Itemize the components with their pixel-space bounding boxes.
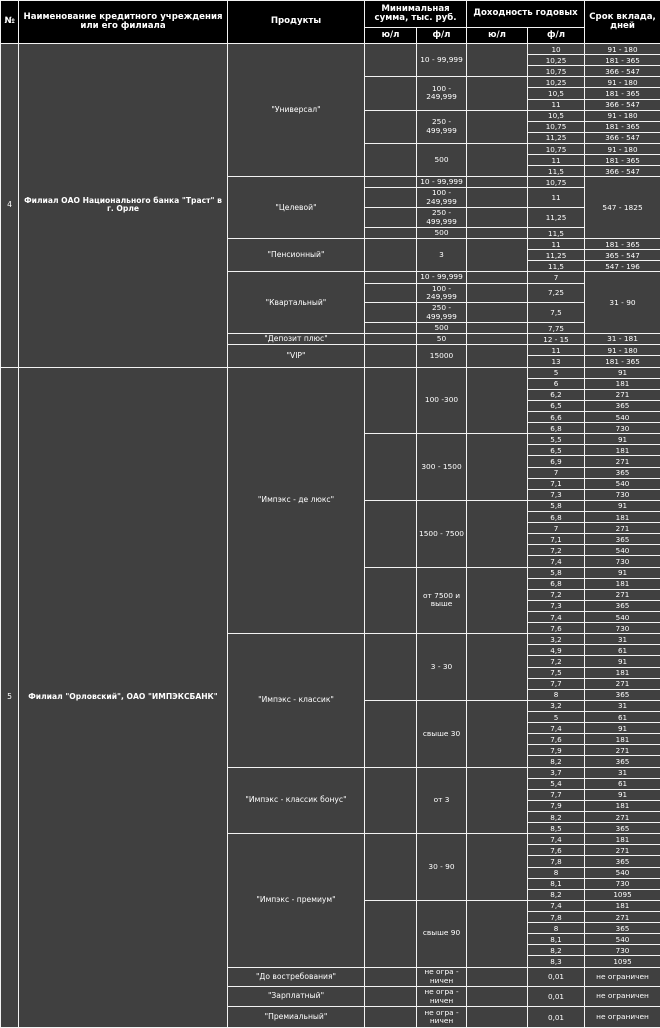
term-value: 730: [585, 489, 660, 500]
yield-personal-value: 7,5: [528, 303, 585, 323]
term-value: 271: [585, 911, 660, 922]
yield-personal-value: 6,5: [528, 400, 585, 411]
yield-personal-value: 3,2: [528, 634, 585, 645]
min-sum-personal-value: 100 - 249,999: [417, 283, 467, 303]
yield-personal-value: 8,1: [528, 878, 585, 889]
term-value: 91 - 180: [585, 143, 660, 154]
yield-personal-value: 7,7: [528, 678, 585, 689]
yield-personal-value: 7,4: [528, 834, 585, 845]
yield-personal-value: 8,2: [528, 945, 585, 956]
term-value: 271: [585, 589, 660, 600]
product-name: "Импэкс - де люкс": [228, 367, 365, 634]
term-value: 271: [585, 745, 660, 756]
yield-personal-value: 7,2: [528, 545, 585, 556]
min-sum-personal-value: не огра - ничен: [417, 1007, 467, 1028]
min-sum-personal-value: 250 - 499,999: [417, 208, 467, 228]
term-value: 31 - 90: [585, 272, 660, 334]
yield-personal-value: 11: [528, 155, 585, 166]
term-value: 365: [585, 534, 660, 545]
term-value: 61: [585, 645, 660, 656]
yield-personal-value: 0,01: [528, 1007, 585, 1028]
min-sum-legal-cell: [365, 272, 417, 283]
term-value: 365: [585, 689, 660, 700]
yield-personal-value: 6,5: [528, 445, 585, 456]
term-value: 61: [585, 711, 660, 722]
yield-personal-value: 6,9: [528, 456, 585, 467]
min-sum-legal-cell: [365, 1007, 417, 1028]
term-value: 366 - 547: [585, 132, 660, 143]
term-value: 181: [585, 834, 660, 845]
term-value: 271: [585, 678, 660, 689]
yield-personal-value: 5,4: [528, 778, 585, 789]
yield-legal-cell: [467, 177, 528, 188]
yield-legal-cell: [467, 1007, 528, 1028]
yield-legal-cell: [467, 767, 528, 834]
product-name: "Зарплатный": [228, 987, 365, 1007]
product-name: "Депозит плюс": [228, 334, 365, 345]
yield-personal-value: 7: [528, 272, 585, 283]
yield-legal-cell: [467, 239, 528, 272]
yield-personal-value: 8: [528, 923, 585, 934]
min-sum-personal-value: 15000: [417, 345, 467, 367]
min-sum-legal-cell: [365, 77, 417, 110]
bank-name: Филиал "Орловский", ОАО "ИМПЭКСБАНК": [19, 367, 228, 1027]
min-sum-personal-value: 50: [417, 334, 467, 345]
yield-personal-value: 10,75: [528, 66, 585, 77]
term-value: 540: [585, 478, 660, 489]
term-value: не ограничен: [585, 987, 660, 1007]
yield-personal-value: 8: [528, 867, 585, 878]
term-value: 181: [585, 734, 660, 745]
term-value: 365: [585, 467, 660, 478]
min-sum-legal-cell: [365, 767, 417, 834]
bank-number: 5: [1, 367, 19, 1027]
header-products: Продукты: [228, 1, 365, 44]
yield-personal-value: 6,8: [528, 578, 585, 589]
term-value: 271: [585, 523, 660, 534]
term-value: 181 - 365: [585, 356, 660, 367]
yield-legal-cell: [467, 334, 528, 345]
yield-personal-value: 10,75: [528, 177, 585, 188]
term-value: 271: [585, 456, 660, 467]
min-sum-legal-cell: [365, 334, 417, 345]
min-sum-personal-value: 500: [417, 323, 467, 334]
yield-legal-cell: [467, 500, 528, 567]
product-name: "Импэкс - классик бонус": [228, 767, 365, 834]
yield-personal-value: 11,25: [528, 132, 585, 143]
min-sum-legal-cell: [365, 188, 417, 208]
min-sum-personal-value: не огра - ничен: [417, 987, 467, 1007]
bank-number: 4: [1, 44, 19, 368]
yield-personal-value: 5: [528, 711, 585, 722]
min-sum-personal-value: 3: [417, 239, 467, 272]
min-sum-personal-value: не огра - ничен: [417, 967, 467, 987]
min-sum-legal-cell: [365, 303, 417, 323]
term-value: 540: [585, 545, 660, 556]
yield-personal-value: 8,5: [528, 823, 585, 834]
term-value: 365 - 547: [585, 250, 660, 261]
yield-personal-value: 5,5: [528, 434, 585, 445]
term-value: 181: [585, 578, 660, 589]
yield-personal-value: 11: [528, 345, 585, 356]
term-value: 730: [585, 623, 660, 634]
bank-name: Филиал ОАО Национального банка "Траст" в г. Орле: [19, 44, 228, 368]
min-sum-personal-value: 500: [417, 228, 467, 239]
min-sum-personal-value: 100 -300: [417, 367, 467, 434]
term-value: 181: [585, 512, 660, 523]
yield-personal-value: 7,3: [528, 489, 585, 500]
product-name: "Целевой": [228, 177, 365, 239]
header-bank: Наименование кредитного учреждения или его филиала: [19, 1, 228, 44]
yield-personal-value: 7,8: [528, 911, 585, 922]
yield-personal-value: 11,5: [528, 228, 585, 239]
min-sum-legal-cell: [365, 44, 417, 77]
yield-legal-cell: [467, 188, 528, 208]
term-value: 730: [585, 423, 660, 434]
product-name: "VIP": [228, 345, 365, 367]
term-value: 271: [585, 845, 660, 856]
term-value: 91: [585, 434, 660, 445]
yield-personal-value: 0,01: [528, 987, 585, 1007]
product-name: "Премиальный": [228, 1007, 365, 1028]
product-name: "Квартальный": [228, 272, 365, 334]
yield-personal-value: 7: [528, 467, 585, 478]
yield-legal-cell: [467, 228, 528, 239]
yield-legal-cell: [467, 634, 528, 701]
yield-legal-cell: [467, 434, 528, 501]
yield-legal-cell: [467, 303, 528, 323]
yield-personal-value: 8,2: [528, 756, 585, 767]
yield-personal-value: 6,2: [528, 389, 585, 400]
yield-legal-cell: [467, 44, 528, 77]
yield-personal-value: 8,1: [528, 934, 585, 945]
term-value: 540: [585, 412, 660, 423]
header-min-sum-legal: ю/л: [365, 28, 417, 44]
yield-personal-value: 10: [528, 44, 585, 55]
yield-personal-value: 11,5: [528, 261, 585, 272]
yield-personal-value: 5,8: [528, 567, 585, 578]
yield-personal-value: 3,2: [528, 700, 585, 711]
min-sum-personal-value: 100 - 249,999: [417, 188, 467, 208]
term-value: 365: [585, 823, 660, 834]
term-value: 91: [585, 367, 660, 378]
min-sum-legal-cell: [365, 700, 417, 767]
term-value: 366 - 547: [585, 66, 660, 77]
yield-personal-value: 0,01: [528, 967, 585, 987]
product-name: "Импэкс - премиум": [228, 834, 365, 967]
yield-personal-value: 8,2: [528, 811, 585, 822]
min-sum-personal-value: 1500 - 7500: [417, 500, 467, 567]
min-sum-personal-value: от 3: [417, 767, 467, 834]
term-value: 365: [585, 756, 660, 767]
term-value: 181 - 365: [585, 88, 660, 99]
yield-personal-value: 11,5: [528, 166, 585, 177]
yield-legal-cell: [467, 967, 528, 987]
min-sum-legal-cell: [365, 434, 417, 501]
yield-personal-value: 7,2: [528, 656, 585, 667]
yield-personal-value: 6: [528, 378, 585, 389]
yield-personal-value: 11: [528, 239, 585, 250]
term-value: 181 - 365: [585, 121, 660, 132]
product-name: "До востребования": [228, 967, 365, 987]
min-sum-personal-value: 300 - 1500: [417, 434, 467, 501]
term-value: 181: [585, 378, 660, 389]
min-sum-personal-value: 250 - 499,999: [417, 303, 467, 323]
yield-legal-cell: [467, 834, 528, 901]
term-value: 91 - 180: [585, 44, 660, 55]
table-body: [1, 44, 660, 1028]
term-value: 547 - 1825: [585, 177, 660, 239]
min-sum-legal-cell: [365, 228, 417, 239]
yield-legal-cell: [467, 77, 528, 110]
term-value: 61: [585, 778, 660, 789]
yield-personal-value: 10,75: [528, 121, 585, 132]
yield-personal-value: 11: [528, 99, 585, 110]
term-value: 271: [585, 389, 660, 400]
min-sum-legal-cell: [365, 239, 417, 272]
min-sum-legal-cell: [365, 208, 417, 228]
yield-personal-value: 10,25: [528, 55, 585, 66]
term-value: 181 - 365: [585, 239, 660, 250]
term-value: не ограничен: [585, 1007, 660, 1028]
yield-legal-cell: [467, 323, 528, 334]
min-sum-personal-value: 10 - 99,999: [417, 272, 467, 283]
term-value: 181 - 365: [585, 155, 660, 166]
min-sum-legal-cell: [365, 110, 417, 143]
min-sum-personal-value: 3 - 30: [417, 634, 467, 701]
yield-personal-value: 10,5: [528, 88, 585, 99]
yield-personal-value: 11,25: [528, 208, 585, 228]
term-value: 31: [585, 700, 660, 711]
term-value: 31 - 181: [585, 334, 660, 345]
yield-personal-value: 6,6: [528, 412, 585, 423]
yield-legal-cell: [467, 208, 528, 228]
yield-legal-cell: [467, 900, 528, 967]
term-value: 91: [585, 500, 660, 511]
yield-personal-value: 7,2: [528, 589, 585, 600]
yield-personal-value: 7,6: [528, 734, 585, 745]
product-name: "Пенсионный": [228, 239, 365, 272]
min-sum-personal-value: 10 - 99,999: [417, 44, 467, 77]
yield-personal-value: 11,25: [528, 250, 585, 261]
yield-legal-cell: [467, 367, 528, 434]
yield-personal-value: 7,5: [528, 667, 585, 678]
yield-personal-value: 7,1: [528, 534, 585, 545]
yield-legal-cell: [467, 110, 528, 143]
term-value: 31: [585, 767, 660, 778]
yield-legal-cell: [467, 272, 528, 283]
min-sum-legal-cell: [365, 283, 417, 303]
term-value: 271: [585, 811, 660, 822]
yield-personal-value: 7,6: [528, 623, 585, 634]
term-value: 1095: [585, 889, 660, 900]
term-value: 366 - 547: [585, 99, 660, 110]
yield-personal-value: 7,1: [528, 478, 585, 489]
yield-personal-value: 10,75: [528, 143, 585, 154]
term-value: 91: [585, 567, 660, 578]
term-value: 365: [585, 400, 660, 411]
min-sum-legal-cell: [365, 567, 417, 634]
min-sum-personal-value: свыше 90: [417, 900, 467, 967]
min-sum-legal-cell: [365, 967, 417, 987]
header-min-sum: Минимальная сумма, тыс. руб.: [365, 1, 467, 28]
yield-personal-value: 8,2: [528, 889, 585, 900]
min-sum-legal-cell: [365, 367, 417, 434]
min-sum-legal-cell: [365, 987, 417, 1007]
yield-personal-value: 4,9: [528, 645, 585, 656]
min-sum-legal-cell: [365, 834, 417, 901]
yield-personal-value: 13: [528, 356, 585, 367]
min-sum-personal-value: 250 - 499,999: [417, 110, 467, 143]
table-row: [1, 44, 660, 55]
term-value: 91 - 180: [585, 77, 660, 88]
min-sum-personal-value: 10 - 99,999: [417, 177, 467, 188]
min-sum-legal-cell: [365, 177, 417, 188]
term-value: 181: [585, 900, 660, 911]
term-value: 366 - 547: [585, 166, 660, 177]
yield-personal-value: 7,4: [528, 900, 585, 911]
min-sum-legal-cell: [365, 500, 417, 567]
min-sum-personal-value: свыше 30: [417, 700, 467, 767]
term-value: 540: [585, 612, 660, 623]
yield-personal-value: 7,7: [528, 789, 585, 800]
yield-legal-cell: [467, 700, 528, 767]
yield-personal-value: 7,25: [528, 283, 585, 303]
yield-personal-value: 8,3: [528, 956, 585, 967]
term-value: 365: [585, 923, 660, 934]
term-value: 1095: [585, 956, 660, 967]
yield-personal-value: 6,8: [528, 423, 585, 434]
yield-personal-value: 5: [528, 367, 585, 378]
yield-personal-value: 3,7: [528, 767, 585, 778]
term-value: 181 - 365: [585, 55, 660, 66]
yield-personal-value: 7,4: [528, 612, 585, 623]
header-term: Срок вклада, дней: [585, 1, 660, 44]
yield-personal-value: 7: [528, 523, 585, 534]
min-sum-legal-cell: [365, 143, 417, 176]
yield-personal-value: 12 - 15: [528, 334, 585, 345]
header-yield: Доходность годовых: [467, 1, 585, 28]
yield-personal-value: 5,8: [528, 500, 585, 511]
yield-personal-value: 7,9: [528, 800, 585, 811]
min-sum-legal-cell: [365, 323, 417, 334]
yield-legal-cell: [467, 283, 528, 303]
product-name: "Импэкс - классик": [228, 634, 365, 767]
term-value: 181: [585, 445, 660, 456]
term-value: 730: [585, 878, 660, 889]
yield-personal-value: 7,9: [528, 745, 585, 756]
header-yield-personal: ф/л: [528, 28, 585, 44]
term-value: 365: [585, 600, 660, 611]
term-value: 540: [585, 867, 660, 878]
min-sum-personal-value: 30 - 90: [417, 834, 467, 901]
yield-personal-value: 7,75: [528, 323, 585, 334]
term-value: 730: [585, 556, 660, 567]
yield-personal-value: 8: [528, 689, 585, 700]
header-number: №: [1, 1, 19, 44]
table-header: [1, 1, 660, 44]
term-value: 365: [585, 856, 660, 867]
yield-personal-value: 6,8: [528, 512, 585, 523]
min-sum-personal-value: 100 - 249,999: [417, 77, 467, 110]
yield-personal-value: 7,4: [528, 723, 585, 734]
term-value: 91: [585, 789, 660, 800]
term-value: 91 - 180: [585, 345, 660, 356]
yield-legal-cell: [467, 345, 528, 367]
term-value: 547 - 196: [585, 261, 660, 272]
yield-legal-cell: [467, 567, 528, 634]
min-sum-legal-cell: [365, 345, 417, 367]
yield-personal-value: 10,5: [528, 110, 585, 121]
yield-legal-cell: [467, 143, 528, 176]
term-value: 91 - 180: [585, 110, 660, 121]
term-value: 181: [585, 800, 660, 811]
term-value: 31: [585, 634, 660, 645]
product-name: "Универсал": [228, 44, 365, 177]
term-value: 540: [585, 934, 660, 945]
term-value: не ограничен: [585, 967, 660, 987]
yield-personal-value: 11: [528, 188, 585, 208]
min-sum-personal-value: от 7500 и выше: [417, 567, 467, 634]
yield-personal-value: 10,25: [528, 77, 585, 88]
yield-personal-value: 7,4: [528, 556, 585, 567]
yield-personal-value: 7,8: [528, 856, 585, 867]
term-value: 91: [585, 723, 660, 734]
term-value: 730: [585, 945, 660, 956]
yield-personal-value: 7,3: [528, 600, 585, 611]
min-sum-legal-cell: [365, 634, 417, 701]
min-sum-personal-value: 500: [417, 143, 467, 176]
term-value: 91: [585, 656, 660, 667]
min-sum-legal-cell: [365, 900, 417, 967]
header-yield-legal: ю/л: [467, 28, 528, 44]
term-value: 181: [585, 667, 660, 678]
table-row: [1, 367, 660, 378]
yield-legal-cell: [467, 987, 528, 1007]
yield-personal-value: 7,6: [528, 845, 585, 856]
header-min-sum-personal: ф/л: [417, 28, 467, 44]
